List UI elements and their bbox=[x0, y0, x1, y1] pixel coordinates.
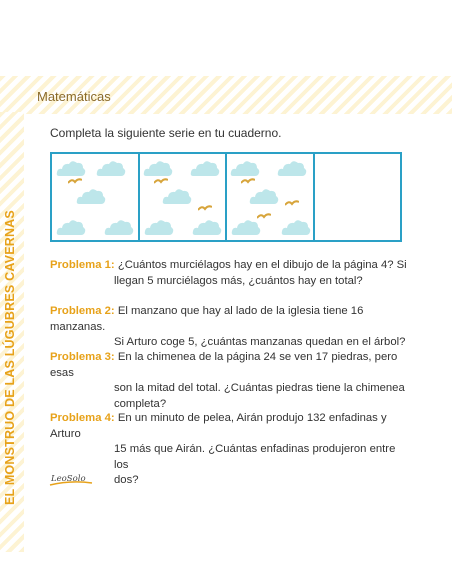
problem-text-line: 15 más que Airán. ¿Cuántas enfadinas produjeron entre los bbox=[114, 443, 396, 471]
cloud-icon bbox=[104, 218, 134, 236]
cloud-icon bbox=[162, 187, 192, 205]
problem-4 bbox=[50, 411, 410, 489]
problem-label: Problema 2: bbox=[50, 305, 115, 317]
bird-icon bbox=[285, 199, 299, 207]
problem-text-line: completa? bbox=[114, 397, 167, 410]
series-boxes bbox=[50, 152, 402, 242]
cloud-icon bbox=[144, 218, 174, 236]
logo-text: LeoSolo bbox=[51, 474, 86, 484]
series-cell-3 bbox=[227, 154, 315, 240]
cloud-icon bbox=[56, 218, 86, 236]
cloud-icon bbox=[249, 187, 279, 205]
problem-1 bbox=[50, 258, 410, 289]
bird-icon bbox=[241, 177, 255, 185]
subject-title: Matemáticas bbox=[37, 89, 111, 104]
problem-text-line: Si Arturo coge 5, ¿cuántas manzanas quedan en el árbol? bbox=[114, 336, 406, 348]
problem-text-line: llegan 5 murciélagos más, ¿cuántos hay en total? bbox=[114, 274, 363, 287]
series-cell-1 bbox=[52, 154, 140, 240]
cloud-icon bbox=[192, 218, 222, 236]
problem-3 bbox=[50, 350, 410, 412]
bird-icon bbox=[154, 177, 168, 185]
cloud-icon bbox=[76, 187, 106, 205]
problem-label: Problema 1: bbox=[50, 259, 115, 271]
book-title: EL MONSTRUO DE LAS LÚGUBRES CAVERNAS bbox=[3, 210, 17, 505]
problem-label: Problema 3: bbox=[50, 351, 115, 363]
cloud-icon bbox=[281, 218, 311, 236]
problem-text-line: son la mitad del total. ¿Cuántas piedras tiene la chimenea bbox=[114, 382, 405, 394]
cloud-icon bbox=[277, 159, 307, 177]
series-cell-4-empty bbox=[315, 154, 401, 240]
problem-text-line: En un minuto de pelea, Airán produjo 132 enfadinas y Arturo bbox=[50, 412, 387, 440]
problem-text-line: dos? bbox=[114, 474, 139, 486]
cloud-icon bbox=[96, 159, 126, 177]
problem-2 bbox=[50, 304, 410, 351]
problem-text-line: El manzano que hay al lado de la iglesia tiene 16 manzanas. bbox=[50, 305, 364, 333]
bird-icon bbox=[68, 177, 82, 185]
series-cell-2 bbox=[140, 154, 228, 240]
cloud-icon bbox=[231, 218, 261, 236]
bird-icon bbox=[198, 204, 212, 212]
problem-label: Problema 4: bbox=[50, 412, 115, 424]
problem-text-line: ¿Cuántos murciélagos hay en el dibujo de la página 4? Si bbox=[117, 259, 407, 271]
cloud-icon bbox=[190, 159, 220, 177]
instruction-text: Completa la siguiente serie en tu cuaderno. bbox=[50, 126, 282, 140]
publisher-logo bbox=[49, 472, 93, 488]
problem-text-line: En la chimenea de la página 24 se ven 17 piedras, pero esas bbox=[50, 351, 398, 379]
cloud-icon bbox=[56, 159, 86, 177]
cloud-icon bbox=[230, 159, 260, 177]
cloud-icon bbox=[143, 159, 173, 177]
